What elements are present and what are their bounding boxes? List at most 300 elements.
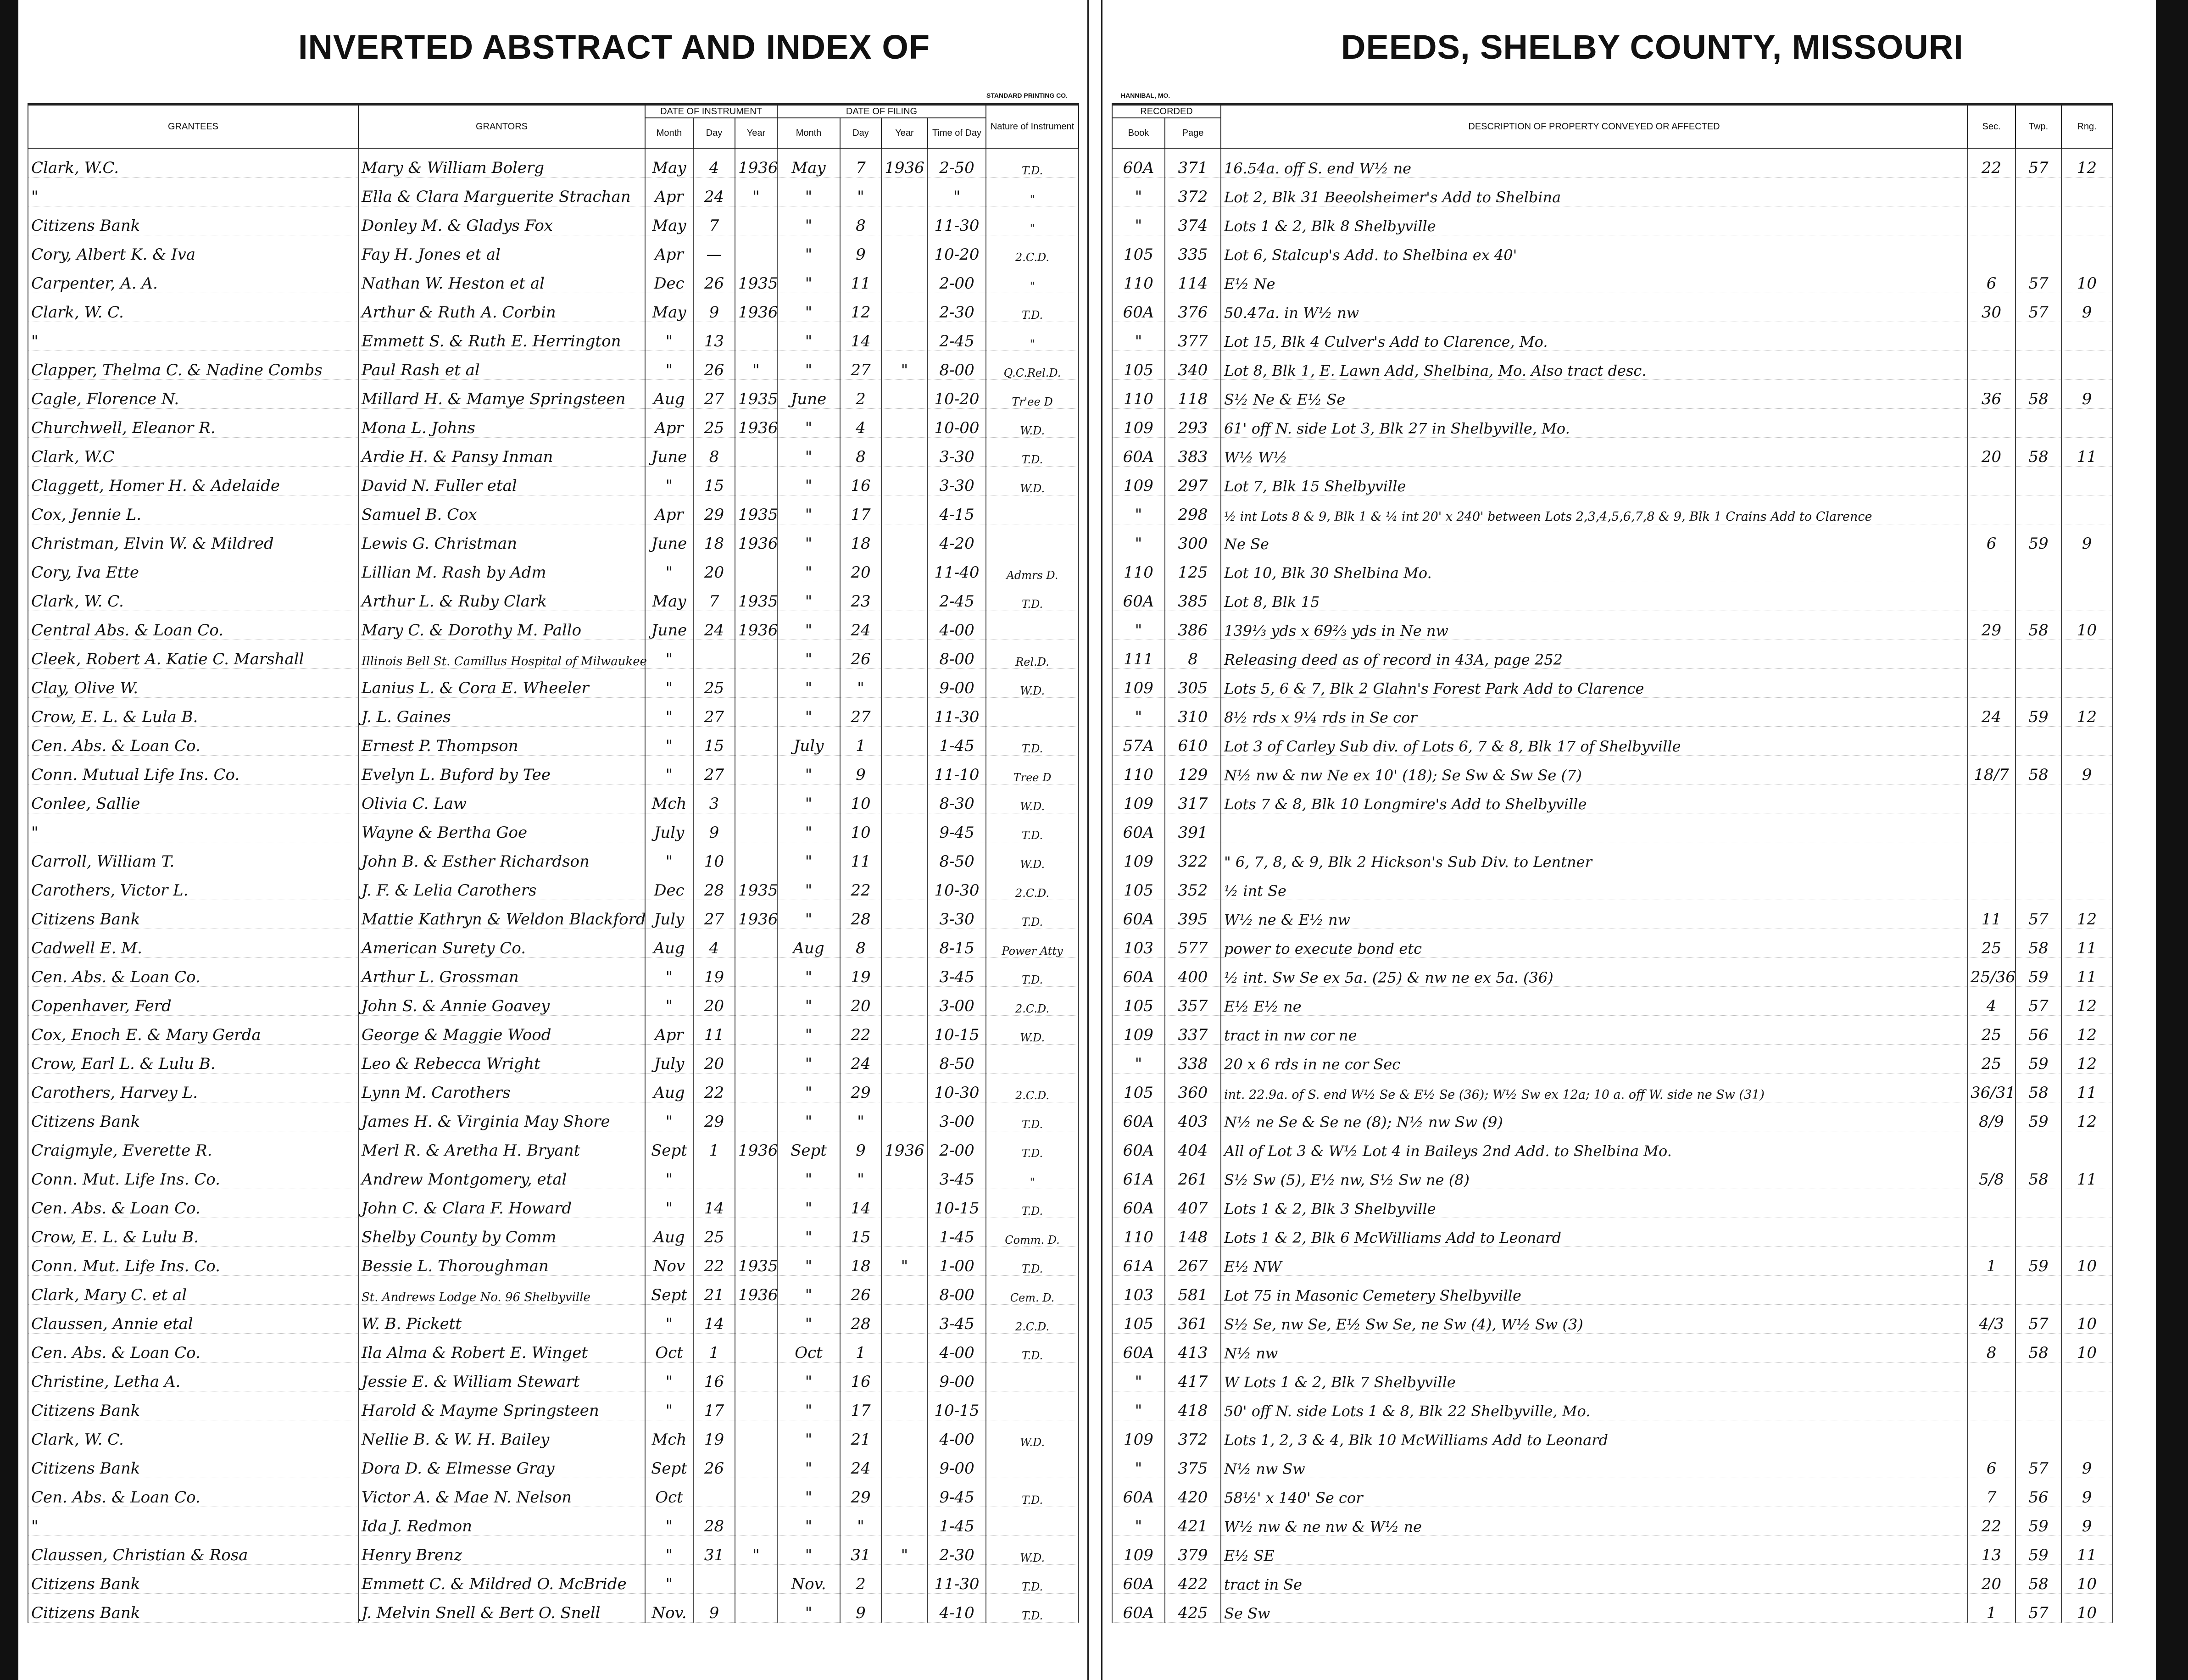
ledger-row	[1112, 206, 2112, 235]
cell-grantor: Ernest P. Thompson	[358, 727, 645, 756]
cell-twp: 57	[2015, 293, 2061, 322]
cell-iy: "	[735, 178, 777, 206]
cell-desc: S½ Ne & E½ Se	[1221, 380, 1967, 409]
cell-nature: T.D.	[986, 900, 1079, 929]
cell-desc: Lot 75 in Masonic Cemetery Shelbyville	[1221, 1276, 1967, 1305]
cell-iy	[735, 1045, 777, 1074]
cell-fm: July	[777, 727, 840, 756]
cell-nature: T.D.	[986, 958, 1079, 987]
ledger-row	[28, 727, 1079, 756]
cell-fm: "	[777, 582, 840, 611]
cell-page: 418	[1165, 1391, 1221, 1420]
cell-fy	[881, 380, 928, 409]
cell-rng	[2061, 1189, 2112, 1218]
cell-sec	[1967, 495, 2015, 524]
cell-fd: 8	[840, 438, 881, 467]
cell-rng: 9	[2061, 380, 2112, 409]
cell-iy	[735, 1565, 777, 1594]
cell-iy: 1935	[735, 582, 777, 611]
cell-twp: 59	[2015, 958, 2061, 987]
cell-fy	[881, 293, 928, 322]
cell-im: "	[645, 756, 693, 784]
cell-fd: 8	[840, 929, 881, 958]
cell-rng: 9	[2061, 524, 2112, 553]
cell-grantee: Christman, Elvin W. & Mildred	[28, 524, 358, 553]
cell-desc: Lots 5, 6 & 7, Blk 2 Glahn's Forest Park Add to Clarence	[1221, 669, 1967, 698]
cell-twp	[2015, 669, 2061, 698]
ledger-row	[28, 235, 1079, 264]
cell-im: Aug	[645, 929, 693, 958]
cell-rng: 9	[2061, 293, 2112, 322]
cell-iy	[735, 1074, 777, 1102]
cell-page: 422	[1165, 1565, 1221, 1594]
cell-fm: "	[777, 1449, 840, 1478]
cell-grantee: Citizens Bank	[28, 900, 358, 929]
cell-fm: "	[777, 813, 840, 842]
cell-im: Apr	[645, 409, 693, 438]
cell-page: 417	[1165, 1363, 1221, 1391]
cell-iy: 1936	[735, 1276, 777, 1305]
cell-sec: 24	[1967, 698, 2015, 727]
cell-nature: T.D.	[986, 1247, 1079, 1276]
cell-id: 7	[693, 582, 735, 611]
cell-desc: Lots 1 & 2, Blk 3 Shelbyville	[1221, 1189, 1967, 1218]
cell-fy: 1936	[881, 148, 928, 178]
cell-desc: N½ ne Se & Se ne (8); N½ nw Sw (9)	[1221, 1102, 1967, 1131]
ledger-row	[28, 1305, 1079, 1334]
cell-fm: "	[777, 698, 840, 727]
cell-sec: 18/7	[1967, 756, 2015, 784]
cell-iy	[735, 727, 777, 756]
cell-fy	[881, 582, 928, 611]
cell-grantor: Emmett C. & Mildred O. McBride	[358, 1565, 645, 1594]
cell-iy	[735, 1507, 777, 1536]
cell-grantor: George & Maggie Wood	[358, 1016, 645, 1045]
ledger-row	[1112, 1449, 2112, 1478]
cell-fm: "	[777, 322, 840, 351]
cell-fd: 11	[840, 264, 881, 293]
ledger-row	[28, 524, 1079, 553]
cell-grantee: Crow, E. L. & Lulu B.	[28, 1218, 358, 1247]
cell-nature: T.D.	[986, 438, 1079, 467]
cell-time: 3-30	[928, 467, 986, 495]
ledger-row	[1112, 1363, 2112, 1391]
cell-book: "	[1112, 1363, 1165, 1391]
cell-sec: 36/31	[1967, 1074, 2015, 1102]
cell-nature	[986, 1449, 1079, 1478]
cell-page: 577	[1165, 929, 1221, 958]
ledger-row	[1112, 1218, 2112, 1247]
cell-fy	[881, 1016, 928, 1045]
cell-fm: Sept	[777, 1131, 840, 1160]
cell-rng	[2061, 322, 2112, 351]
cell-iy	[735, 322, 777, 351]
cell-iy: 1935	[735, 1247, 777, 1276]
cell-fd: 11	[840, 842, 881, 871]
ledger-row	[1112, 842, 2112, 871]
cell-desc: ½ int Se	[1221, 871, 1967, 900]
cell-iy	[735, 987, 777, 1016]
cell-time: 9-00	[928, 669, 986, 698]
cell-twp: 59	[2015, 698, 2061, 727]
cell-iy	[735, 553, 777, 582]
cell-nature: 2.C.D.	[986, 987, 1079, 1016]
ledger-row	[28, 1594, 1079, 1623]
cell-fy	[881, 813, 928, 842]
cell-page: 421	[1165, 1507, 1221, 1536]
cell-fm: "	[777, 1016, 840, 1045]
ledger-row	[28, 438, 1079, 467]
cell-sec	[1967, 1363, 2015, 1391]
cell-rng	[2061, 727, 2112, 756]
cell-rng: 9	[2061, 1449, 2112, 1478]
ledger-row	[1112, 438, 2112, 467]
ledger-row	[28, 206, 1079, 235]
cell-nature	[986, 1045, 1079, 1074]
cell-grantee: Clark, W. C.	[28, 1420, 358, 1449]
col-sec: Sec.	[1967, 105, 2015, 149]
cell-sec	[1967, 1420, 2015, 1449]
ledger-row	[1112, 524, 2112, 553]
cell-fm: "	[777, 1305, 840, 1334]
cell-time: 8-00	[928, 1276, 986, 1305]
cell-rng: 12	[2061, 1016, 2112, 1045]
cell-grantor: J. F. & Lelia Carothers	[358, 871, 645, 900]
cell-sec: 6	[1967, 264, 2015, 293]
cell-grantor: Shelby County by Comm	[358, 1218, 645, 1247]
cell-book: "	[1112, 322, 1165, 351]
cell-nature: T.D.	[986, 1478, 1079, 1507]
cell-fy	[881, 1594, 928, 1623]
cell-nature: W.D.	[986, 1016, 1079, 1045]
cell-fy: "	[881, 1536, 928, 1565]
cell-iy	[735, 813, 777, 842]
cell-grantor: Evelyn L. Buford by Tee	[358, 756, 645, 784]
cell-grantor: Henry Brenz	[358, 1536, 645, 1565]
ledger-row	[28, 351, 1079, 380]
cell-im: July	[645, 1045, 693, 1074]
cell-im: "	[645, 669, 693, 698]
cell-fm: "	[777, 1045, 840, 1074]
ledger-row	[1112, 611, 2112, 640]
cell-sec	[1967, 669, 2015, 698]
cell-grantor: James H. & Virginia May Shore	[358, 1102, 645, 1131]
cell-id: —	[693, 235, 735, 264]
cell-im: June	[645, 611, 693, 640]
cell-rng: 10	[2061, 264, 2112, 293]
cell-page: 267	[1165, 1247, 1221, 1276]
cell-iy	[735, 1102, 777, 1131]
col-rng: Rng.	[2061, 105, 2112, 149]
cell-im: Mch	[645, 1420, 693, 1449]
cell-rng	[2061, 206, 2112, 235]
cell-grantee: Cen. Abs. & Loan Co.	[28, 958, 358, 987]
cell-id: 27	[693, 698, 735, 727]
cell-twp	[2015, 727, 2061, 756]
cell-grantor: Illinois Bell St. Camillus Hospital of Milwaukee	[358, 640, 645, 669]
cell-id: 1	[693, 1131, 735, 1160]
cell-grantor: Millard H. & Mamye Springsteen	[358, 380, 645, 409]
cell-desc: Lot 10, Blk 30 Shelbina Mo.	[1221, 553, 1967, 582]
cell-time: 4-00	[928, 1420, 986, 1449]
cell-twp	[2015, 582, 2061, 611]
ledger-row	[1112, 1507, 2112, 1536]
cell-fm: "	[777, 438, 840, 467]
col-book: Book	[1112, 118, 1165, 148]
cell-twp: 56	[2015, 1478, 2061, 1507]
cell-iy	[735, 1334, 777, 1363]
cell-nature: T.D.	[986, 293, 1079, 322]
cell-time: "	[928, 178, 986, 206]
cell-id: 22	[693, 1074, 735, 1102]
cell-rng: 12	[2061, 987, 2112, 1016]
cell-im: Oct	[645, 1478, 693, 1507]
cell-fy	[881, 727, 928, 756]
cell-rng: 9	[2061, 1507, 2112, 1536]
cell-nature: T.D.	[986, 1189, 1079, 1218]
cell-page: 340	[1165, 351, 1221, 380]
cell-fm: May	[777, 148, 840, 178]
cell-fy	[881, 1189, 928, 1218]
ledger-row	[1112, 495, 2112, 524]
ledger-row	[1112, 322, 2112, 351]
cell-iy: 1936	[735, 148, 777, 178]
cell-book: 109	[1112, 1536, 1165, 1565]
cell-grantee: Cory, Albert K. & Iva	[28, 235, 358, 264]
cell-fy	[881, 1276, 928, 1305]
cell-nature: T.D.	[986, 1131, 1079, 1160]
cell-page: 413	[1165, 1334, 1221, 1363]
cell-im: "	[645, 1305, 693, 1334]
cell-book: 110	[1112, 380, 1165, 409]
cell-book: 103	[1112, 1276, 1165, 1305]
cell-sec	[1967, 235, 2015, 264]
cell-desc: Lots 1, 2, 3 & 4, Blk 10 McWilliams Add to Leonard	[1221, 1420, 1967, 1449]
cell-sec	[1967, 784, 2015, 813]
cell-id: 27	[693, 900, 735, 929]
cell-fm: "	[777, 1102, 840, 1131]
ledger-row	[1112, 1016, 2112, 1045]
cell-id: 26	[693, 1449, 735, 1478]
printer-imprint: HANNIBAL, MO.	[1121, 92, 1170, 99]
ledger-row	[28, 1420, 1079, 1449]
cell-im: Aug	[645, 1218, 693, 1247]
cell-fd: 10	[840, 813, 881, 842]
cell-grantee: Clark, W. C.	[28, 582, 358, 611]
cell-fm: "	[777, 871, 840, 900]
ledger-row	[28, 1102, 1079, 1131]
cell-twp	[2015, 1189, 2061, 1218]
cell-twp	[2015, 495, 2061, 524]
cell-page: 376	[1165, 293, 1221, 322]
ledger-row	[1112, 582, 2112, 611]
cell-time: 1-45	[928, 727, 986, 756]
ledger-row	[28, 553, 1079, 582]
cell-fy	[881, 929, 928, 958]
cell-id: 24	[693, 611, 735, 640]
cell-grantor: Lewis G. Christman	[358, 524, 645, 553]
cell-book: "	[1112, 1449, 1165, 1478]
cell-im: "	[645, 1160, 693, 1189]
right-page-title: DEEDS, SHELBY COUNTY, MISSOURI	[1341, 28, 1964, 66]
col-instr-month: Month	[645, 118, 693, 148]
ledger-row	[1112, 1478, 2112, 1507]
cell-sec	[1967, 178, 2015, 206]
cell-twp: 59	[2015, 1045, 2061, 1074]
cell-im: Aug	[645, 380, 693, 409]
cell-book: 109	[1112, 467, 1165, 495]
cell-rng	[2061, 553, 2112, 582]
cell-iy: "	[735, 1536, 777, 1565]
cell-grantee: Clark, W.C	[28, 438, 358, 467]
cell-nature: T.D.	[986, 1594, 1079, 1623]
ledger-row	[1112, 900, 2112, 929]
binding-edge	[2156, 0, 2188, 1680]
cell-fy	[881, 756, 928, 784]
ledger-row	[1112, 1391, 2112, 1420]
cell-rng: 11	[2061, 438, 2112, 467]
cell-nature	[986, 524, 1079, 553]
cell-sec: 7	[1967, 1478, 2015, 1507]
cell-time: 8-30	[928, 784, 986, 813]
cell-desc: Lot 3 of Carley Sub div. of Lots 6, 7 & 8, Blk 17 of Shelbyville	[1221, 727, 1967, 756]
cell-im: July	[645, 900, 693, 929]
cell-fy	[881, 1363, 928, 1391]
left-page-title: INVERTED ABSTRACT AND INDEX OF	[298, 28, 930, 66]
cell-fd: 27	[840, 698, 881, 727]
cell-iy: 1935	[735, 495, 777, 524]
col-page: Page	[1165, 118, 1221, 148]
cell-grantor: St. Andrews Lodge No. 96 Shelbyville	[358, 1276, 645, 1305]
ledger-row	[28, 178, 1079, 206]
ledger-row	[1112, 380, 2112, 409]
cell-nature: Admrs D.	[986, 553, 1079, 582]
cell-sec	[1967, 640, 2015, 669]
cell-fy	[881, 495, 928, 524]
ledger-row	[1112, 148, 2112, 178]
left-ledger-page	[0, 0, 1089, 1680]
cell-fm: "	[777, 351, 840, 380]
cell-twp	[2015, 178, 2061, 206]
cell-page: 114	[1165, 264, 1221, 293]
ledger-row	[1112, 1131, 2112, 1160]
cell-grantor: Samuel B. Cox	[358, 495, 645, 524]
cell-book: 57A	[1112, 727, 1165, 756]
cell-page: 338	[1165, 1045, 1221, 1074]
ledger-row	[28, 842, 1079, 871]
cell-twp: 59	[2015, 1536, 2061, 1565]
cell-sec	[1967, 1131, 2015, 1160]
cell-id: 9	[693, 293, 735, 322]
cell-fm: "	[777, 524, 840, 553]
cell-grantor: John C. & Clara F. Howard	[358, 1189, 645, 1218]
cell-fy	[881, 467, 928, 495]
cell-sec	[1967, 842, 2015, 871]
ledger-row	[28, 900, 1079, 929]
cell-twp	[2015, 409, 2061, 438]
cell-fy	[881, 1334, 928, 1363]
cell-page: 8	[1165, 640, 1221, 669]
cell-book: "	[1112, 1391, 1165, 1420]
cell-time: 2-45	[928, 322, 986, 351]
ledger-row	[1112, 1536, 2112, 1565]
cell-book: "	[1112, 611, 1165, 640]
cell-im: "	[645, 553, 693, 582]
ledger-row	[28, 1131, 1079, 1160]
cell-nature: 2.C.D.	[986, 235, 1079, 264]
cell-id: 19	[693, 958, 735, 987]
cell-id: 4	[693, 929, 735, 958]
cell-fd: 24	[840, 1045, 881, 1074]
cell-grantor: Jessie E. & William Stewart	[358, 1363, 645, 1391]
cell-desc: Se Sw	[1221, 1594, 1967, 1623]
cell-grantee: Carroll, William T.	[28, 842, 358, 871]
ledger-row	[28, 264, 1079, 293]
cell-grantor: Nathan W. Heston et al	[358, 264, 645, 293]
cell-id: 26	[693, 264, 735, 293]
cell-time: 10-15	[928, 1016, 986, 1045]
cell-fd: 28	[840, 900, 881, 929]
cell-fd: 14	[840, 1189, 881, 1218]
cell-fd: 2	[840, 1565, 881, 1594]
cell-rng	[2061, 871, 2112, 900]
cell-nature: 2.C.D.	[986, 871, 1079, 900]
cell-desc: Lots 1 & 2, Blk 8 Shelbyville	[1221, 206, 1967, 235]
cell-grantor: Emmett S. & Ruth E. Herrington	[358, 322, 645, 351]
cell-sec: 13	[1967, 1536, 2015, 1565]
cell-grantor: Arthur L. & Ruby Clark	[358, 582, 645, 611]
cell-rng: 10	[2061, 1305, 2112, 1334]
cell-sec: 25	[1967, 1016, 2015, 1045]
cell-page: 420	[1165, 1478, 1221, 1507]
cell-rng	[2061, 1391, 2112, 1420]
cell-id: 27	[693, 380, 735, 409]
ledger-row	[28, 813, 1079, 842]
cell-page: 125	[1165, 553, 1221, 582]
cell-desc: N½ nw & nw Ne ex 10' (18); Se Sw & Sw Se (7)	[1221, 756, 1967, 784]
ledger-row	[1112, 1045, 2112, 1074]
cell-twp	[2015, 235, 2061, 264]
cell-time: 8-50	[928, 842, 986, 871]
cell-grantee: Clark, W. C.	[28, 293, 358, 322]
cell-rng	[2061, 495, 2112, 524]
cell-fy	[881, 698, 928, 727]
cell-rng	[2061, 1420, 2112, 1449]
cell-sec: 20	[1967, 1565, 2015, 1594]
cell-id: 10	[693, 842, 735, 871]
ledger-row	[28, 467, 1079, 495]
cell-grantor: Paul Rash et al	[358, 351, 645, 380]
cell-fd: 29	[840, 1074, 881, 1102]
cell-nature: "	[986, 264, 1079, 293]
cell-rng	[2061, 1276, 2112, 1305]
cell-rng: 10	[2061, 1594, 2112, 1623]
ledger-row	[1112, 1160, 2112, 1189]
cell-twp: 57	[2015, 1594, 2061, 1623]
cell-sec: 1	[1967, 1247, 2015, 1276]
cell-iy	[735, 842, 777, 871]
col-grantors: GRANTORS	[358, 105, 645, 149]
cell-twp: 56	[2015, 1016, 2061, 1045]
col-filing-day: Day	[840, 118, 881, 148]
cell-page: 310	[1165, 698, 1221, 727]
cell-book: 60A	[1112, 293, 1165, 322]
cell-iy	[735, 1016, 777, 1045]
cell-fd: 21	[840, 1420, 881, 1449]
col-grantees: GRANTEES	[28, 105, 358, 149]
ledger-row	[28, 669, 1079, 698]
cell-iy	[735, 1189, 777, 1218]
